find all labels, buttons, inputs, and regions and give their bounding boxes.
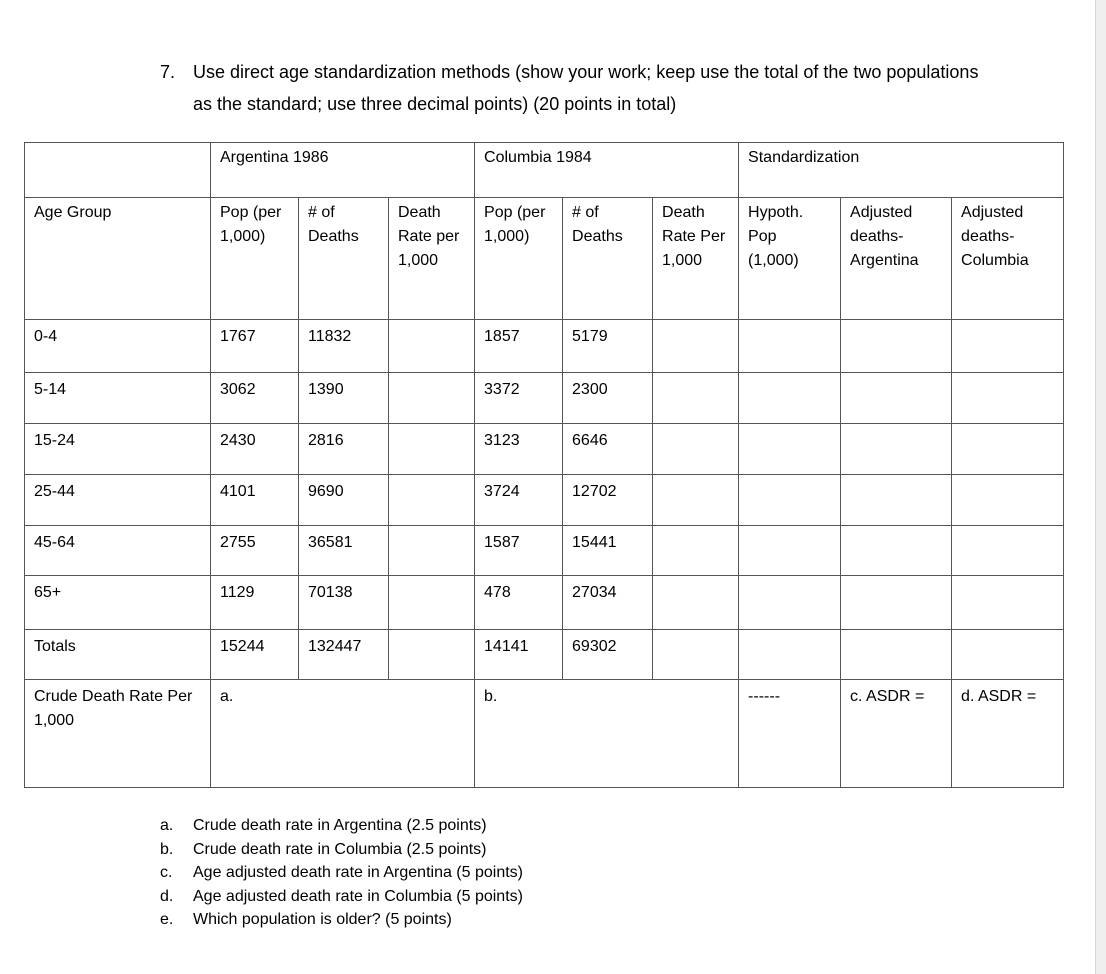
- list-item-letter: a.: [160, 817, 174, 834]
- table-row: [25, 475, 1064, 526]
- arg-rate-cell: [389, 576, 475, 630]
- col-pop-cell: 3724: [475, 475, 563, 526]
- question-number: 7.: [160, 62, 176, 82]
- arg-pop-cell: 1767: [211, 320, 299, 373]
- header-col-pop: Pop (per 1,000): [475, 198, 563, 320]
- hyp-pop-cell: [739, 373, 841, 424]
- header-adj-columbia: Adjusted deaths- Columbia: [952, 198, 1064, 320]
- list-item: [160, 838, 523, 862]
- adj-arg-cell: [841, 424, 952, 475]
- adj-col-cell: [952, 475, 1064, 526]
- header-col-rate: Death Rate Per 1,000: [653, 198, 739, 320]
- age-cell: 5-14: [25, 373, 211, 424]
- hyp-pop-cell: [739, 630, 841, 680]
- asdr-columbia-cell: d. ASDR =: [952, 680, 1064, 788]
- list-item: [160, 908, 523, 932]
- age-cell: 65+: [25, 576, 211, 630]
- hyp-pop-cell: [739, 424, 841, 475]
- arg-deaths-cell: 70138: [299, 576, 389, 630]
- list-item: [160, 861, 523, 885]
- adj-col-cell: [952, 526, 1064, 576]
- col-deaths-cell: 15441: [563, 526, 653, 576]
- arg-pop-cell: 1129: [211, 576, 299, 630]
- list-item-text: Which population is older? (5 points): [193, 911, 452, 928]
- col-rate-cell: [653, 320, 739, 373]
- table-row: [25, 373, 1064, 424]
- arg-pop-total: 15244: [211, 630, 299, 680]
- table-row: [25, 526, 1064, 576]
- col-rate-cell: [653, 475, 739, 526]
- arg-pop-cell: 2430: [211, 424, 299, 475]
- col-deaths-cell: 27034: [563, 576, 653, 630]
- list-item-text: Age adjusted death rate in Argentina (5 points): [193, 864, 523, 881]
- adj-col-cell: [952, 320, 1064, 373]
- arg-deaths-cell: 2816: [299, 424, 389, 475]
- age-cell: 15-24: [25, 424, 211, 475]
- totals-label: Totals: [25, 630, 211, 680]
- list-item: [160, 814, 523, 838]
- column-header-row: [25, 198, 1064, 320]
- list-item-text: Crude death rate in Argentina (2.5 points): [193, 817, 487, 834]
- window-edge: [1095, 0, 1106, 974]
- arg-deaths-cell: 36581: [299, 526, 389, 576]
- list-item-letter: b.: [160, 840, 174, 858]
- hyp-pop-cell: [739, 576, 841, 630]
- header-arg-rate: Death Rate per 1,000: [389, 198, 475, 320]
- header-age-group: Age Group: [25, 198, 211, 320]
- arg-rate-cell: [389, 475, 475, 526]
- adj-arg-cell: [841, 576, 952, 630]
- col-pop-cell: 3123: [475, 424, 563, 475]
- crude-dashes-cell: ------: [739, 680, 841, 788]
- arg-deaths-cell: 9690: [299, 475, 389, 526]
- adj-arg-cell: [841, 373, 952, 424]
- crude-rate-row: [25, 680, 1064, 788]
- age-cell: 25-44: [25, 475, 211, 526]
- col-pop-cell: 3372: [475, 373, 563, 424]
- crude-rate-label: Crude Death Rate Per 1,000: [25, 680, 211, 788]
- hyp-pop-cell: [739, 320, 841, 373]
- col-deaths-cell: 5179: [563, 320, 653, 373]
- question-text: Use direct age standardization methods (show your work; keep use the total of the two populations as the standard; use three decimal points) (20 points in total): [193, 62, 979, 114]
- adj-arg-cell: [841, 630, 952, 680]
- list-item-letter: e.: [160, 911, 174, 928]
- table-row: [25, 320, 1064, 373]
- adj-arg-cell: [841, 320, 952, 373]
- hyp-pop-cell: [739, 475, 841, 526]
- col-deaths-total: 69302: [563, 630, 653, 680]
- col-rate-cell: [653, 630, 739, 680]
- col-deaths-cell: 2300: [563, 373, 653, 424]
- arg-pop-cell: 2755: [211, 526, 299, 576]
- group-header-row: [25, 143, 1064, 198]
- header-arg-pop: Pop (per 1,000): [211, 198, 299, 320]
- group-columbia: Columbia 1984: [475, 143, 739, 198]
- crude-columbia-cell: b.: [475, 680, 739, 788]
- arg-deaths-cell: 11832: [299, 320, 389, 373]
- col-deaths-cell: 12702: [563, 475, 653, 526]
- arg-deaths-total: 132447: [299, 630, 389, 680]
- age-cell: 45-64: [25, 526, 211, 576]
- list-item-text: Crude death rate in Columbia (2.5 points): [193, 840, 487, 858]
- col-rate-cell: [653, 373, 739, 424]
- col-rate-cell: [653, 526, 739, 576]
- crude-argentina-cell: a.: [211, 680, 475, 788]
- answer-list: [160, 814, 523, 932]
- table-row: [25, 424, 1064, 475]
- adj-arg-cell: [841, 475, 952, 526]
- list-item: [160, 885, 523, 909]
- age-cell: 0-4: [25, 320, 211, 373]
- corner-cell: [25, 143, 211, 198]
- col-deaths-cell: 6646: [563, 424, 653, 475]
- list-item-letter: d.: [160, 887, 174, 905]
- header-adj-argentina: Adjusted deaths- Argentina: [841, 198, 952, 320]
- adj-col-cell: [952, 373, 1064, 424]
- arg-pop-cell: 3062: [211, 373, 299, 424]
- group-standardization: Standardization: [739, 143, 1064, 198]
- col-rate-cell: [653, 424, 739, 475]
- header-arg-deaths: # of Deaths: [299, 198, 389, 320]
- arg-pop-cell: 4101: [211, 475, 299, 526]
- header-col-deaths: # of Deaths: [563, 198, 653, 320]
- header-hyp-pop: Hypoth. Pop (1,000): [739, 198, 841, 320]
- col-pop-cell: 1857: [475, 320, 563, 373]
- totals-row: [25, 630, 1064, 680]
- list-item-text: Age adjusted death rate in Columbia (5 points): [193, 887, 523, 905]
- asdr-argentina-cell: c. ASDR =: [841, 680, 952, 788]
- arg-rate-cell: [389, 630, 475, 680]
- arg-deaths-cell: 1390: [299, 373, 389, 424]
- col-pop-cell: 1587: [475, 526, 563, 576]
- arg-rate-cell: [389, 320, 475, 373]
- adj-col-cell: [952, 630, 1064, 680]
- arg-rate-cell: [389, 373, 475, 424]
- col-pop-cell: 478: [475, 576, 563, 630]
- group-argentina: Argentina 1986: [211, 143, 475, 198]
- col-rate-cell: [653, 576, 739, 630]
- question-7: [160, 56, 980, 120]
- adj-col-cell: [952, 576, 1064, 630]
- adj-col-cell: [952, 424, 1064, 475]
- table-row: [25, 576, 1064, 630]
- list-item-letter: c.: [160, 864, 173, 881]
- arg-rate-cell: [389, 526, 475, 576]
- standardization-table: [24, 142, 1064, 788]
- adj-arg-cell: [841, 526, 952, 576]
- arg-rate-cell: [389, 424, 475, 475]
- col-pop-total: 14141: [475, 630, 563, 680]
- hyp-pop-cell: [739, 526, 841, 576]
